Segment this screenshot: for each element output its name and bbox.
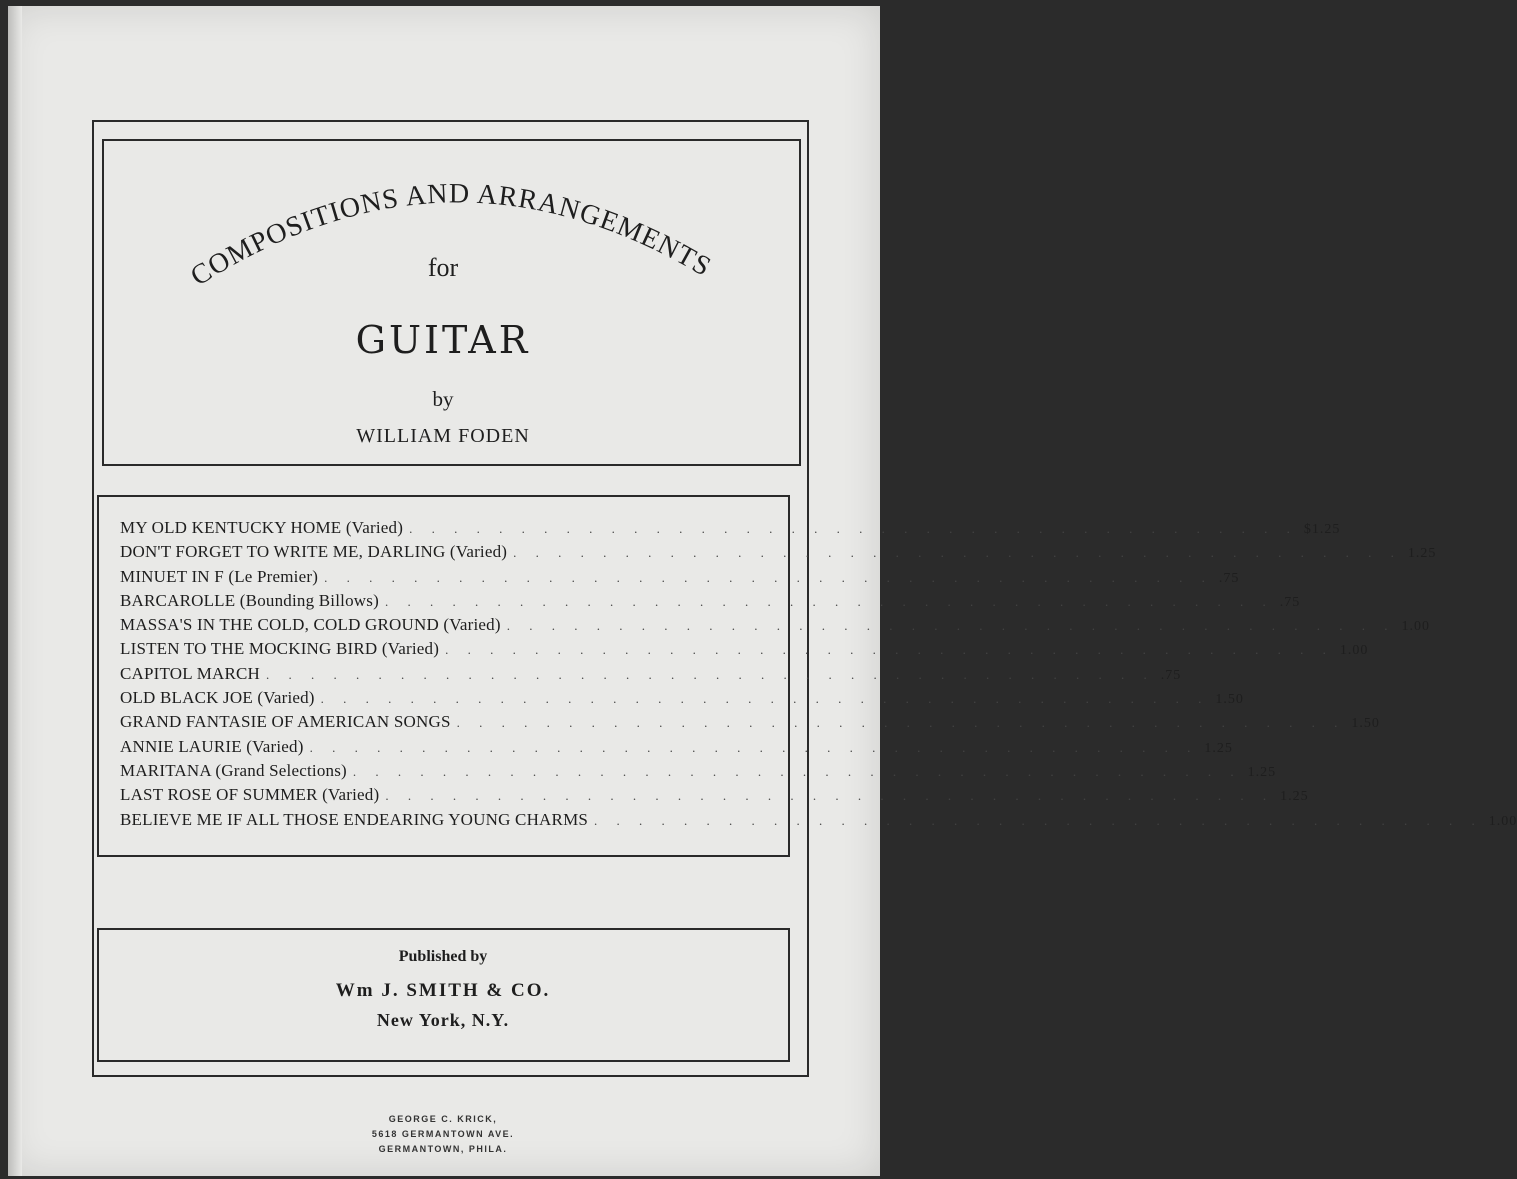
list-item [120, 712, 1380, 736]
piece-price: 1.25 [1280, 789, 1309, 805]
piece-price: 1.00 [1401, 619, 1430, 635]
leader-dots: . . . . . . . . . . . . . . . . . . . . . . . . . . . . . . . . . . . . . . . . [266, 666, 1155, 682]
list-item [120, 809, 1517, 834]
leader-dots: . . . . . . . . . . . . . . . . . . . . . . . . . . . . . . . . . . . . . . . . [456, 715, 1346, 731]
list-item [120, 566, 1240, 591]
piece-price: 1.25 [1407, 546, 1437, 562]
piece-price: $1.25 [1303, 522, 1341, 537]
list-item [120, 760, 1277, 785]
stamp-line-2: 5618 GERMANTOWN AVE. [371, 1129, 515, 1139]
leader-dots: . . . . . . . . . . . . . . . . . . . . . . . . . . . . . . . . . . . . . . . . [309, 739, 1199, 755]
piece-title: MY OLD KENTUCKY HOME (Varied) [120, 518, 404, 537]
list-item [120, 542, 1437, 566]
piece-title: MASSA'S IN THE COLD, COLD GROUND (Varied) [120, 615, 501, 635]
piece-title: LAST ROSE OF SUMMER (Varied) [120, 785, 380, 805]
piece-title: MARITANA (Grand Selections) [120, 760, 347, 780]
list-item [120, 736, 1233, 761]
leader-dots: . . . . . . . . . . . . . . . . . . . . . . . . . . . . . . . . . . . . . . . . [384, 593, 1274, 609]
leader-dots: . . . . . . . . . . . . . . . . . . . . . . . . . . . . . . . . . . . . . . . . [409, 521, 1298, 536]
piece-title: LISTEN TO THE MOCKING BIRD (Varied) [120, 639, 440, 659]
list-item [120, 518, 1341, 542]
list-item [120, 663, 1182, 688]
piece-title: BELIEVE ME IF ALL THOSE ENDEARING YOUNG CHARMS [120, 809, 589, 829]
piece-title: BARCAROLLE (Bounding Billows) [120, 590, 379, 610]
stamp-line-1: GEORGE C. KRICK, [388, 1114, 498, 1124]
piece-price: 1.25 [1247, 764, 1277, 780]
piece-title: MINUET IN F (Le Premier) [120, 566, 319, 586]
leader-dots: . . . . . . . . . . . . . . . . . . . . . . . . . . . . . . . . . . . . . . . . [506, 618, 1396, 634]
piece-price: 1.25 [1204, 740, 1233, 756]
by-label: by [432, 387, 454, 411]
piece-title: OLD BLACK JOE (Varied) [120, 688, 315, 708]
contents-list [120, 518, 1517, 834]
piece-title: CAPITOL MARCH [120, 663, 261, 683]
publisher-name: Wm J. SMITH & CO. [335, 980, 551, 1001]
list-item [120, 639, 1369, 663]
piece-price: .75 [1279, 594, 1301, 610]
leader-dots: . . . . . . . . . . . . . . . . . . . . . . . . . . . . . . . . . . . . . . . . [324, 569, 1213, 585]
leader-dots: . . . . . . . . . . . . . . . . . . . . . . . . . . . . . . . . . . . . . . . . [320, 691, 1210, 707]
author-name: WILLIAM FODEN [356, 425, 530, 447]
arched-title [150, 150, 750, 320]
publisher-city: New York, N.Y. [376, 1010, 510, 1030]
leader-dots: . . . . . . . . . . . . . . . . . . . . . . . . . . . . . . . . . . . . . . . . [513, 545, 1402, 561]
for-label: for [427, 253, 459, 282]
instrument-title: GUITAR [355, 318, 531, 362]
stamp-line-3: GERMANTOWN, PHILA. [378, 1144, 508, 1154]
leader-dots: . . . . . . . . . . . . . . . . . . . . . . . . . . . . . . . . . . . . . . . . [385, 788, 1275, 804]
list-item [120, 615, 1430, 639]
piece-title: ANNIE LAURIE (Varied) [120, 736, 304, 756]
arched-title-text: COMPOSITIONS AND ARRANGEMENTS [185, 178, 717, 293]
dealer-stamp [0, 1112, 886, 1157]
piece-price: 1.50 [1215, 692, 1244, 708]
piece-price: .75 [1218, 570, 1240, 586]
piece-price: 1.00 [1488, 813, 1517, 829]
list-item [120, 590, 1301, 615]
leader-dots: . . . . . . . . . . . . . . . . . . . . . . . . . . . . . . . . . . . . . . . . [352, 763, 1242, 779]
piece-title: GRAND FANTASIE OF AMERICAN SONGS [120, 712, 451, 732]
piece-price: 1.00 [1339, 643, 1369, 659]
list-item [120, 688, 1244, 712]
piece-price: 1.50 [1351, 716, 1380, 732]
leader-dots: . . . . . . . . . . . . . . . . . . . . . . . . . . . . . . . . . . . . . . . . [445, 642, 1334, 658]
piece-price: .75 [1160, 667, 1182, 683]
leader-dots: . . . . . . . . . . . . . . . . . . . . . . . . . . . . . . . . . . . . . . . . [594, 812, 1483, 828]
published-by-label: Published by [398, 948, 488, 965]
piece-title: DON'T FORGET TO WRITE ME, DARLING (Varied) [120, 542, 508, 562]
list-item [120, 785, 1309, 809]
